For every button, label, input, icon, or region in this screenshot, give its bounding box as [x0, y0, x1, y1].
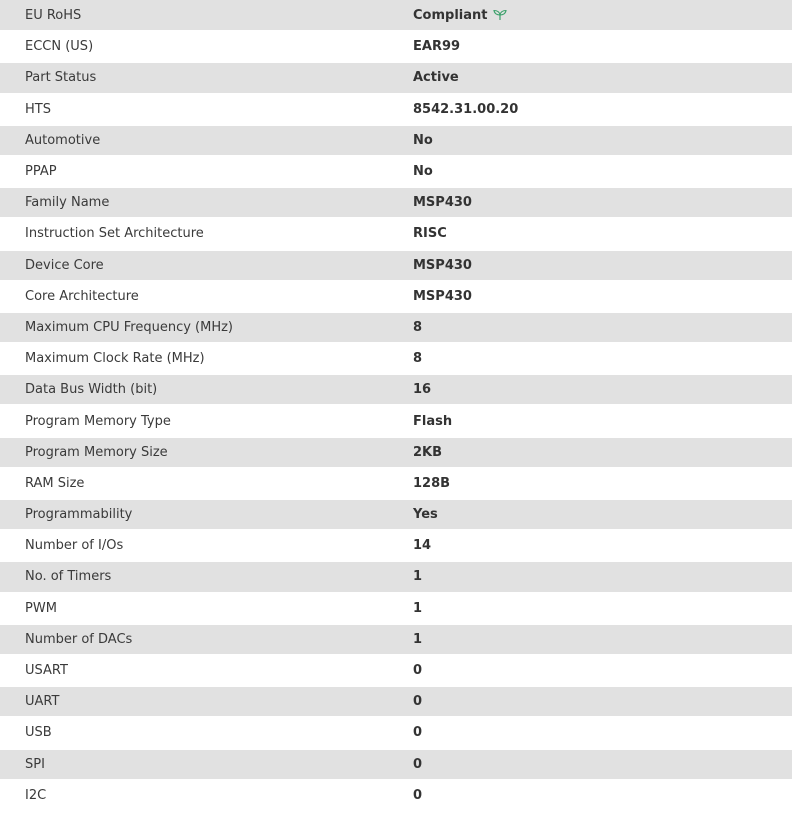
spec-label: Programmability	[0, 499, 413, 530]
spec-row-usart	[0, 655, 792, 686]
spec-label: HTS	[0, 94, 413, 125]
spec-value: 0	[413, 749, 792, 780]
spec-row-usb	[0, 717, 792, 748]
spec-label: Family Name	[0, 187, 413, 218]
spec-row-max-cpu-frequency	[0, 312, 792, 343]
spec-row-family-name	[0, 187, 792, 218]
spec-value: 0	[413, 655, 792, 686]
spec-label: USB	[0, 717, 413, 748]
spec-value: 16	[413, 374, 792, 405]
spec-value-cell	[413, 0, 792, 31]
spec-row-data-bus-width	[0, 374, 792, 405]
spec-label: RAM Size	[0, 468, 413, 499]
spec-value: No	[413, 125, 792, 156]
spec-row-ram-size	[0, 468, 792, 499]
spec-value: 2KB	[413, 437, 792, 468]
spec-value: 0	[413, 717, 792, 748]
spec-row-i2c	[0, 780, 792, 811]
spec-label: Maximum Clock Rate (MHz)	[0, 343, 413, 374]
spec-row-programmability	[0, 499, 792, 530]
spec-label: USART	[0, 655, 413, 686]
spec-row-automotive	[0, 125, 792, 156]
spec-value: MSP430	[413, 250, 792, 281]
spec-label: PWM	[0, 593, 413, 624]
spec-row-program-memory-size	[0, 437, 792, 468]
spec-value: MSP430	[413, 281, 792, 312]
spec-row-core-architecture	[0, 281, 792, 312]
spec-row-number-of-ios	[0, 530, 792, 561]
spec-value: 1	[413, 593, 792, 624]
spec-label: UART	[0, 686, 413, 717]
spec-label: PPAP	[0, 156, 413, 187]
spec-row-eu-rohs	[0, 0, 792, 31]
spec-label: No. of Timers	[0, 561, 413, 592]
spec-value: 14	[413, 530, 792, 561]
spec-label: I2C	[0, 780, 413, 811]
spec-row-pwm	[0, 593, 792, 624]
spec-value: 1	[413, 561, 792, 592]
spec-label: Data Bus Width (bit)	[0, 374, 413, 405]
spec-value: 8	[413, 343, 792, 374]
spec-row-isa	[0, 218, 792, 249]
spec-value: Flash	[413, 405, 792, 436]
spec-label: Number of I/Os	[0, 530, 413, 561]
spec-label: Device Core	[0, 250, 413, 281]
leaf-icon	[493, 9, 507, 21]
spec-value: 0	[413, 780, 792, 811]
spec-row-spi	[0, 749, 792, 780]
spec-value: EAR99	[413, 31, 792, 62]
spec-value: Yes	[413, 499, 792, 530]
spec-row-part-status	[0, 62, 792, 93]
spec-label: Program Memory Size	[0, 437, 413, 468]
spec-label: Number of DACs	[0, 624, 413, 655]
spec-value: MSP430	[413, 187, 792, 218]
spec-label: Automotive	[0, 125, 413, 156]
spec-label: SPI	[0, 749, 413, 780]
spec-row-hts	[0, 94, 792, 125]
spec-row-uart	[0, 686, 792, 717]
spec-label: Part Status	[0, 62, 413, 93]
spec-value: 8542.31.00.20	[413, 94, 792, 125]
spec-label: Instruction Set Architecture	[0, 218, 413, 249]
spec-row-max-clock-rate	[0, 343, 792, 374]
spec-label: ECCN (US)	[0, 31, 413, 62]
spec-value: 8	[413, 312, 792, 343]
spec-value: RISC	[413, 218, 792, 249]
spec-row-number-of-dacs	[0, 624, 792, 655]
spec-value: No	[413, 156, 792, 187]
spec-value: 1	[413, 624, 792, 655]
spec-label: Maximum CPU Frequency (MHz)	[0, 312, 413, 343]
spec-row-ppap	[0, 156, 792, 187]
spec-value: Compliant	[413, 7, 488, 23]
spec-value: 128B	[413, 468, 792, 499]
spec-row-eccn	[0, 31, 792, 62]
spec-row-no-of-timers	[0, 561, 792, 592]
spec-label: EU RoHS	[0, 0, 413, 31]
spec-row-device-core	[0, 250, 792, 281]
spec-value: 0	[413, 686, 792, 717]
spec-label: Program Memory Type	[0, 405, 413, 436]
spec-row-program-memory-type	[0, 405, 792, 436]
spec-value: Active	[413, 62, 792, 93]
spec-label: Core Architecture	[0, 281, 413, 312]
